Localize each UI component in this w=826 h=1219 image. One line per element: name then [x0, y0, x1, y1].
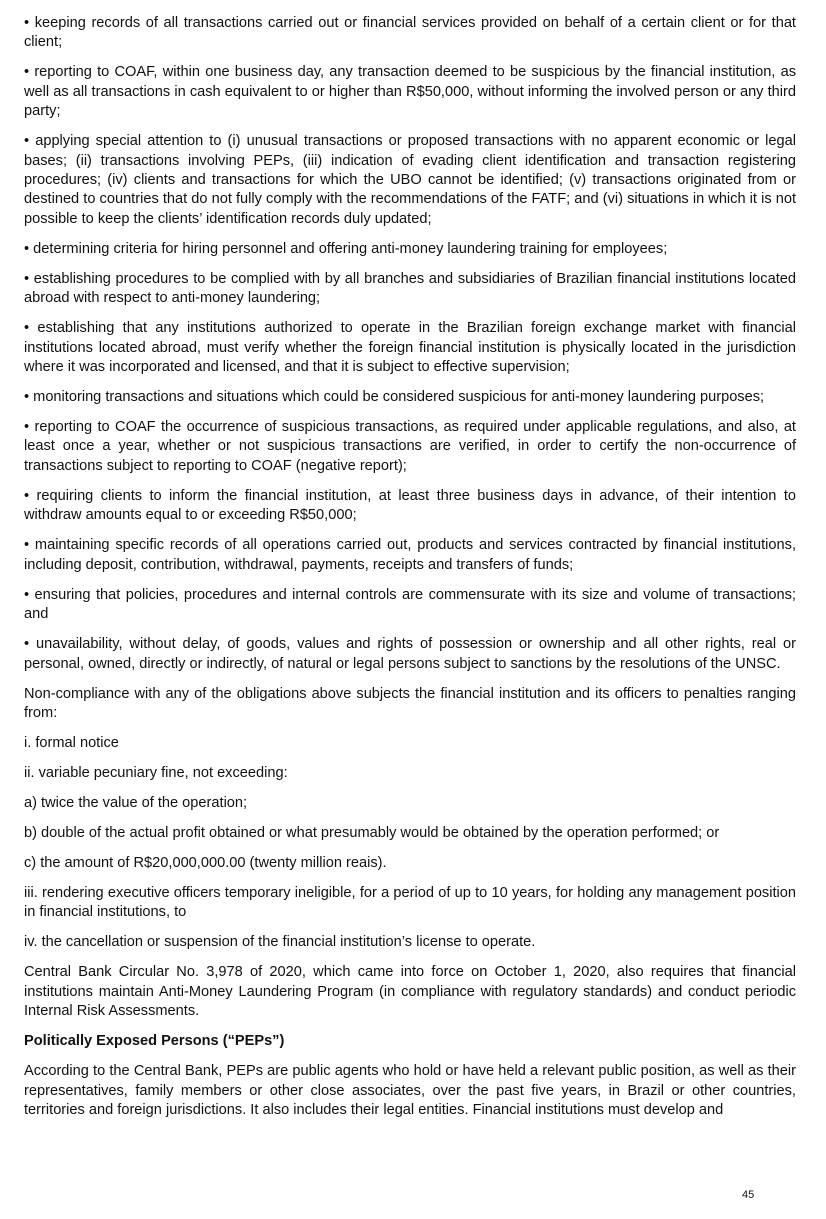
penalty-item: iii. rendering executive officers temporary ineligible, for a period of up to 10 years, for holding any management position in financial institutions, to [24, 884, 796, 921]
pep-heading: Politically Exposed Persons (“PEPs”) [24, 1033, 285, 1050]
bullet-item: • unavailability, without delay, of goods, values and rights of possession or ownership and all other rights, real or personal, owned, directly or indirectly, of natural or legal persons subject to sanctions by the resolutions of the UNSC. [24, 636, 796, 672]
penalty-item: i. formal notice [24, 734, 119, 751]
penalty-item: a) twice the value of the operation; [24, 794, 248, 811]
bullet-item: • requiring clients to inform the financial institution, at least three business days in advance, of their intention to withdraw amounts equal to or exceeding R$50,000; [24, 487, 796, 524]
bullet-item: • applying special attention to (i) unusual transactions or proposed transactions with no apparent economic or legal bases; (ii) transactions involving PEPs, (iii) indication of evading client identification and transaction registering procedures; (iv) clients and transactions for which the UBO cannot be identified; (v) transactions originated from or destined to countries that do not fully comply with the recommendations of the FATF; and (vi) situations in which it is not possible to keep the clients’ identification records duly updated; [24, 133, 796, 227]
bullet-item: • maintaining specific records of all operations carried out, products and services contracted by financial institutions, including deposit, contribution, withdrawal, payments, receipts and transfers of funds; [24, 537, 796, 573]
penalty-item: b) double of the actual profit obtained or what presumably would be obtained by the operation performed; or [24, 824, 720, 841]
bullet-item: • establishing procedures to be complied with by all branches and subsidiaries of Brazilian financial institutions located abroad with respect to anti-money laundering; [24, 270, 796, 307]
bullet-item: • determining criteria for hiring personnel and offering anti-money laundering training for employees; [24, 240, 668, 257]
bullet-item: • monitoring transactions and situations which could be considered suspicious for anti-money laundering purposes; [24, 389, 765, 406]
bullet-item: • ensuring that policies, procedures and internal controls are commensurate with its size and volume of transactions; and [24, 586, 796, 623]
penalty-item: c) the amount of R$20,000,000.00 (twenty million reais). [24, 854, 387, 871]
document-page [24, 14, 796, 1131]
bullet-item: • reporting to COAF the occurrence of suspicious transactions, as required under applicable regulations, and also, at least once a year, whether or not suspicious transactions are verified, in order to certify the non-occurrence of transactions subject to reporting to COAF (negative report); [24, 419, 796, 474]
bullet-item: • keeping records of all transactions carried out or financial services provided on behalf of a certain client or for that client; [24, 15, 796, 51]
page-number: 45 [742, 1189, 755, 1201]
bullet-item: • establishing that any institutions authorized to operate in the Brazilian foreign exchange market with financial institutions located abroad, must verify whether the foreign financial institution is physically located in the jurisdiction where it was incorporated and licensed, and that it is subject to effective supervision; [24, 320, 796, 376]
pep-paragraph: According to the Central Bank, PEPs are public agents who hold or have held a relevant public position, as well as their representatives, family members or other close associates, over the past five years, in Brazil or other countries, territories and foreign jurisdictions. It also includes their legal entities. Financial institutions must develop and [24, 1063, 796, 1118]
bullet-item: • reporting to COAF, within one business day, any transaction deemed to be suspicious by the financial institution, as well as all transactions in cash equivalent to or higher than R$50,000, without informing the involved person or any third party; [24, 64, 796, 120]
penalty-item: iv. the cancellation or suspension of the financial institution’s license to operate. [24, 934, 536, 951]
penalty-item: ii. variable pecuniary fine, not exceeding: [24, 764, 288, 781]
penalties-intro: Non-compliance with any of the obligations above subjects the financial institution and its officers to penalties ranging from: [24, 685, 796, 721]
circular-paragraph: Central Bank Circular No. 3,978 of 2020, which came into force on October 1, 2020, also requires that financial institutions maintain Anti-Money Laundering Program (in compliance with regulatory standards) and conduct periodic Internal Risk Assessments. [24, 964, 796, 1020]
